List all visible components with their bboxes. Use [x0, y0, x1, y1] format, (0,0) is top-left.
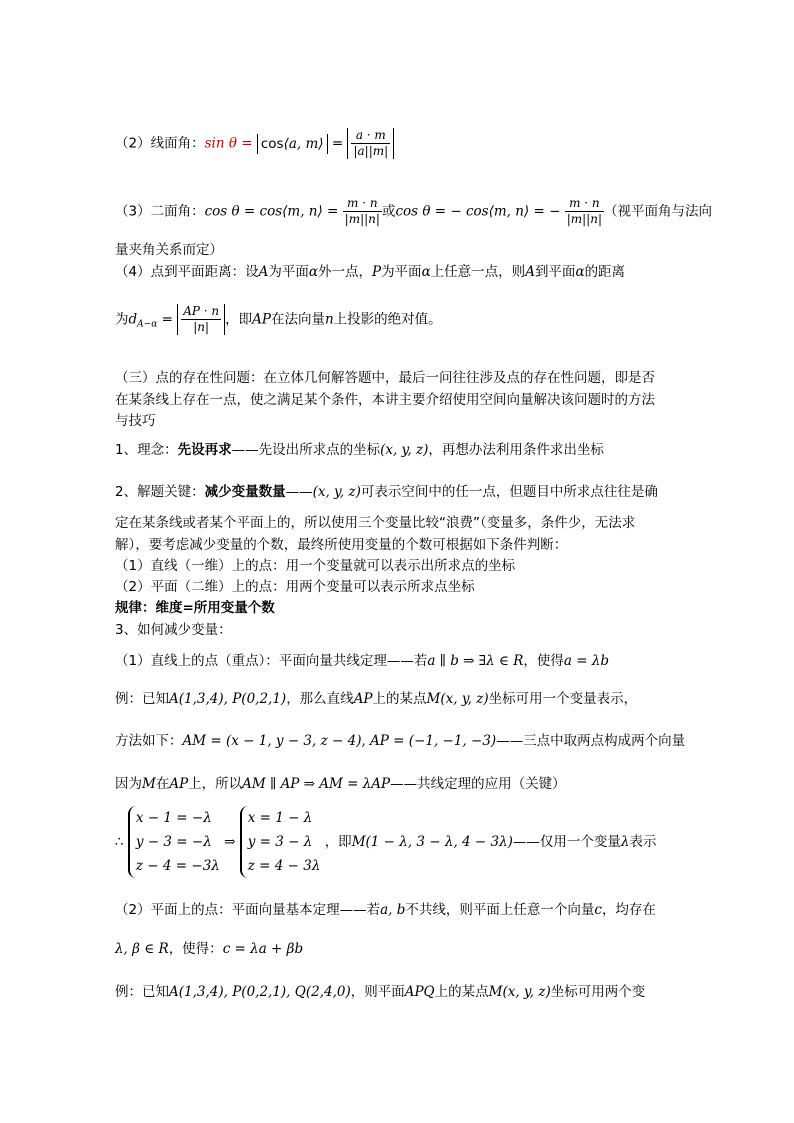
plane-theorem-line2	[115, 939, 303, 959]
fraction-denominator: |m||n|	[344, 212, 380, 226]
math: λ	[620, 834, 630, 850]
text: ，则平面	[350, 984, 405, 1000]
fraction-denominator: |a||m|	[353, 144, 389, 158]
text: 或	[381, 203, 396, 220]
label: （3）二面角：	[115, 203, 205, 220]
method-line	[115, 731, 685, 751]
math: M(x, y, z)	[488, 984, 551, 1000]
abs-fraction	[177, 304, 225, 335]
text: 1、理念：	[115, 442, 178, 458]
math: c	[594, 902, 602, 918]
math: (x, y, z)	[380, 442, 429, 458]
fraction	[351, 128, 390, 159]
math: A(1,3,4), P(0,2,1)	[169, 691, 287, 707]
math: λ, β ∈ R	[115, 941, 169, 957]
bold-text: 减少变量数量	[204, 484, 286, 500]
eq: x − 1 = −λ	[135, 810, 212, 826]
cos-text: cos	[260, 135, 284, 152]
text: ——共线定理的应用（关键）	[390, 776, 566, 792]
text: 表示	[629, 834, 657, 850]
text: 因为	[115, 776, 142, 792]
paragraph-line: 3、如何减少变量：	[115, 622, 232, 638]
fraction	[565, 196, 604, 227]
system-left	[128, 806, 220, 878]
plane-theorem-line	[115, 900, 656, 920]
paragraph-line: 定在某条线或者某个平面上的，所以使用三个变量比较“浪费”（变量多，条件少，无法求	[115, 515, 636, 531]
text: 例：已知	[115, 984, 169, 1000]
text: （4）点到平面距离：设	[115, 264, 259, 280]
text: 为	[115, 311, 129, 328]
math: A	[525, 264, 535, 280]
text: 在	[155, 776, 170, 792]
paragraph-line: （三）点的存在性问题：在立体几何解答题中，最后一问往往涉及点的存在性问题，即是否	[115, 370, 655, 386]
text: 的距离	[584, 264, 626, 280]
math: AP	[353, 691, 373, 707]
formula: cos θ = cos⟨m, n⟩ =	[204, 203, 343, 220]
text: ——三点中取两点构成两个向量	[496, 733, 686, 749]
text: 外一点，	[317, 264, 372, 280]
math: AM = (x − 1, y − 3, z − 4), AP = (−1, −1, −3)	[182, 733, 497, 749]
therefore-symbol: ∴	[115, 834, 124, 850]
math: AP	[169, 776, 189, 792]
text: ，均存在	[601, 902, 656, 918]
math: a, b	[380, 902, 406, 918]
system-right	[240, 806, 321, 878]
math: P	[371, 264, 382, 280]
math: n	[324, 311, 334, 328]
text: 2、解题关键：	[115, 484, 205, 500]
eq: z = 4 − 3λ	[247, 858, 321, 874]
text: ，再想办法利用条件求出坐标	[428, 442, 604, 458]
text: 为平面	[381, 264, 422, 280]
paragraph-line: 与技巧	[115, 413, 156, 429]
fraction-numerator: a · m	[351, 128, 390, 144]
text: 上投影的绝对值。	[333, 311, 442, 328]
formula: cos θ = − cos⟨m, n⟩ = −	[395, 203, 565, 220]
text: （2）平面上的点：平面向量基本定理——若	[115, 902, 381, 918]
equation-system	[115, 806, 656, 878]
example2-line	[115, 982, 645, 1002]
math: M(1 − λ, 3 − λ, 4 − 3λ)	[351, 834, 513, 850]
math: a = λb	[563, 653, 610, 669]
math: d	[128, 311, 138, 328]
math: A	[258, 264, 269, 280]
text: ，使得：	[168, 941, 223, 957]
bold-text: 先设再求	[177, 442, 232, 458]
distance-formula	[115, 304, 442, 335]
math-subscript: A−α	[137, 319, 158, 330]
equals: =	[157, 311, 178, 328]
text: （1）直线上的点（重点）：平面向量共线定理——若	[115, 653, 428, 669]
text: ，即	[324, 834, 352, 850]
text: 不共线，则平面上任意一个向量	[405, 902, 595, 918]
fraction	[343, 196, 382, 227]
text: 上的某点	[434, 984, 489, 1000]
eq: x = 1 − λ	[247, 810, 313, 826]
paragraph-line: （1）直线（一维）上的点：用一个变量就可以表示出所求点的坐标	[115, 558, 516, 574]
paragraph-line: 在某条线上存在一点，使之满足某个条件，本讲主要介绍使用空间向量解决该问题时的方法	[115, 392, 655, 408]
abs-fraction	[347, 128, 394, 159]
line-plane-angle: （2）线面角：sin θ = cos⟨a, m⟩ = $\frac{a \cdot m}{|a||m|}$	[115, 128, 394, 159]
paragraph-line: 量夹角关系而定）	[115, 242, 223, 258]
eq: y = 3 − λ	[247, 834, 313, 850]
math: α	[421, 264, 431, 280]
dihedral-angle	[115, 196, 712, 227]
point-plane-distance	[115, 262, 625, 282]
abs-cos	[257, 134, 328, 154]
text: 上，所以	[188, 776, 243, 792]
math: A(1,3,4), P(0,2,1), Q(2,4,0)	[169, 984, 351, 1000]
math: a ∥ b ⇒ ∃λ ∈ R	[427, 653, 524, 669]
math: c = λa + βb	[222, 941, 304, 957]
text: 可表示空间中的任一点，但题目中所求点往往是确	[360, 484, 658, 500]
fraction-numerator: m · n	[343, 196, 382, 212]
text: （视平面角与法向	[603, 203, 712, 220]
text: ——	[285, 484, 313, 500]
text: ，那么直线	[286, 691, 354, 707]
concept-line	[115, 440, 604, 460]
text: 坐标可用一个变量表示，	[488, 691, 638, 707]
math: α	[575, 264, 585, 280]
math: α	[308, 264, 318, 280]
key-line	[115, 482, 658, 502]
text: ，即	[225, 311, 253, 328]
paragraph-line: （2）平面（二维）上的点：用两个变量可以表示所求点坐标	[115, 579, 475, 595]
eq: z − 4 = −3λ	[135, 858, 220, 874]
text: 例：已知	[115, 691, 169, 707]
math: M(x, y, z)	[426, 691, 489, 707]
text: ——仅用一个变量	[512, 834, 621, 850]
label: （2）线面角：	[115, 135, 205, 152]
angle-pair: ⟨a, m⟩	[283, 135, 324, 152]
text: 坐标可用两个变	[550, 984, 646, 1000]
formula: sin θ =	[204, 135, 257, 152]
text: 到平面	[534, 264, 576, 280]
text: 为平面	[268, 264, 309, 280]
paragraph-line: 解），要考虑减少变量的个数，最终所使用变量的个数可根据如下条件判断：	[115, 537, 568, 553]
collinear-apply-line	[115, 774, 566, 794]
text: 上任意一点，则	[430, 264, 526, 280]
fraction-numerator: AP · n	[183, 304, 220, 318]
math: APQ	[404, 984, 435, 1000]
math: AP	[252, 311, 271, 328]
text: 在法向量	[270, 311, 325, 328]
arrow: ⇒	[224, 834, 236, 850]
collinear-line	[115, 651, 609, 671]
text: 上的某点	[372, 691, 427, 707]
fraction-denominator: |n|	[193, 320, 210, 334]
text: 方法如下：	[115, 733, 183, 749]
text: ，使得	[523, 653, 564, 669]
example1-line	[115, 689, 637, 709]
fraction	[181, 304, 221, 335]
rule-line: 规律：维度=所用变量个数	[115, 600, 275, 616]
math: M	[142, 776, 156, 792]
fraction-numerator: m · n	[565, 196, 604, 212]
eq: y − 3 = −λ	[135, 834, 212, 850]
math: (x, y, z)	[312, 484, 361, 500]
fraction-denominator: |m||n|	[566, 212, 602, 226]
math: AM ∥ AP ⇒ AM = λAP	[242, 776, 391, 792]
text: ——先设出所求点的坐标	[231, 442, 381, 458]
